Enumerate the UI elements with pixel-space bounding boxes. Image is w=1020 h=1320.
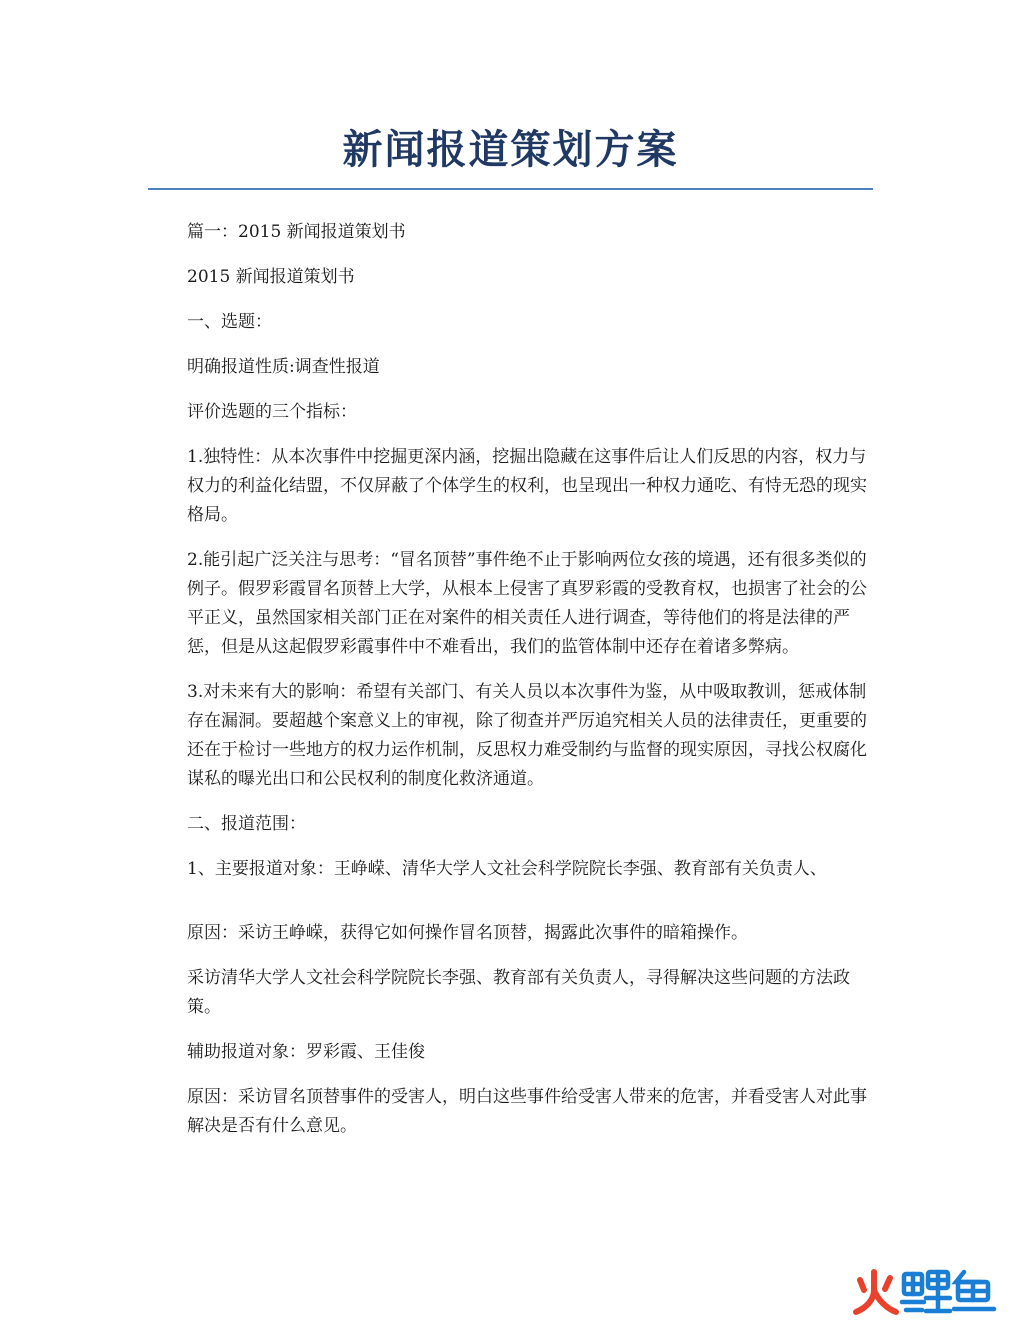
paragraph: 采访清华大学人文社会科学院院长李强、教育部有关负责人，寻得解决这些问题的方法政策。 — [187, 968, 850, 1017]
watermark-logo — [852, 1266, 1002, 1316]
title-underline — [148, 188, 873, 190]
logo-fire-glyph — [856, 1272, 896, 1312]
paragraph: 2.能引起广泛关注与思考：“冒名顶替”事件绝不止于影响两位女孩的境遇，还有很多类似的例子。假罗彩霞冒名顶替上大学，从根本上侵害了真罗彩霞的受教育权，也损害了社会的公平正义，虽然国家相关部门正在对案件的相关责任人进行调查，等待他们的将是法律的严惩，但是从这起假罗彩霞事件中不难看出，我们的监管体制中还存在着诸多弊病。 — [187, 550, 867, 657]
paragraph: 1.独特性：从本次事件中挖掘更深内涵，挖掘出隐藏在这事件后让人们反思的内容，权力与权力的利益化结盟，不仅屏蔽了个体学生的权利，也呈现出一种权力通吃、有恃无恐的现实格局。 — [187, 447, 867, 525]
paragraph: 1、主要报道对象：王峥嵘、清华大学人文社会科学院院长李强、教育部有关负责人、 — [187, 859, 827, 879]
logo-carp-glyph — [902, 1272, 950, 1311]
paragraph: 评价选题的三个指标： — [187, 402, 357, 422]
paragraph: 2015 新闻报道策划书 — [187, 267, 355, 287]
document-title: 新闻报道策划方案 — [342, 127, 679, 173]
paragraph: 原因：采访王峥嵘，获得它如何操作冒名顶替，揭露此次事件的暗箱操作。 — [187, 923, 748, 943]
paragraph: 篇一：2015 新闻报道策划书 — [187, 222, 406, 242]
paragraph: 辅助报道对象：罗彩霞、王佳俊 — [187, 1042, 425, 1062]
paragraph: 原因：采访冒名顶替事件的受害人，明白这些事件给受害人带来的危害，并看受害人对此事解决是否有什么意见。 — [187, 1087, 867, 1136]
paragraph: 3.对未来有大的影响：希望有关部门、有关人员以本次事件为鉴，从中吸取教训，惩戒体制存在漏洞。要超越个案意义上的审视，除了彻查并严厉追究相关人员的法律责任，更重要的还在于检讨一些地方的权力运作机制，反思权力难受制约与监督的现实原因，寻找公权腐化谋私的曝光出口和公民权利的制度化救济通道。 — [187, 682, 867, 789]
logo-fish-glyph — [954, 1272, 994, 1309]
paragraph: 二、报道范围： — [187, 814, 306, 834]
paragraph: 一、选题： — [187, 312, 272, 332]
document-body — [187, 218, 867, 1157]
paragraph: 明确报道性质:调查性报道 — [187, 357, 380, 377]
